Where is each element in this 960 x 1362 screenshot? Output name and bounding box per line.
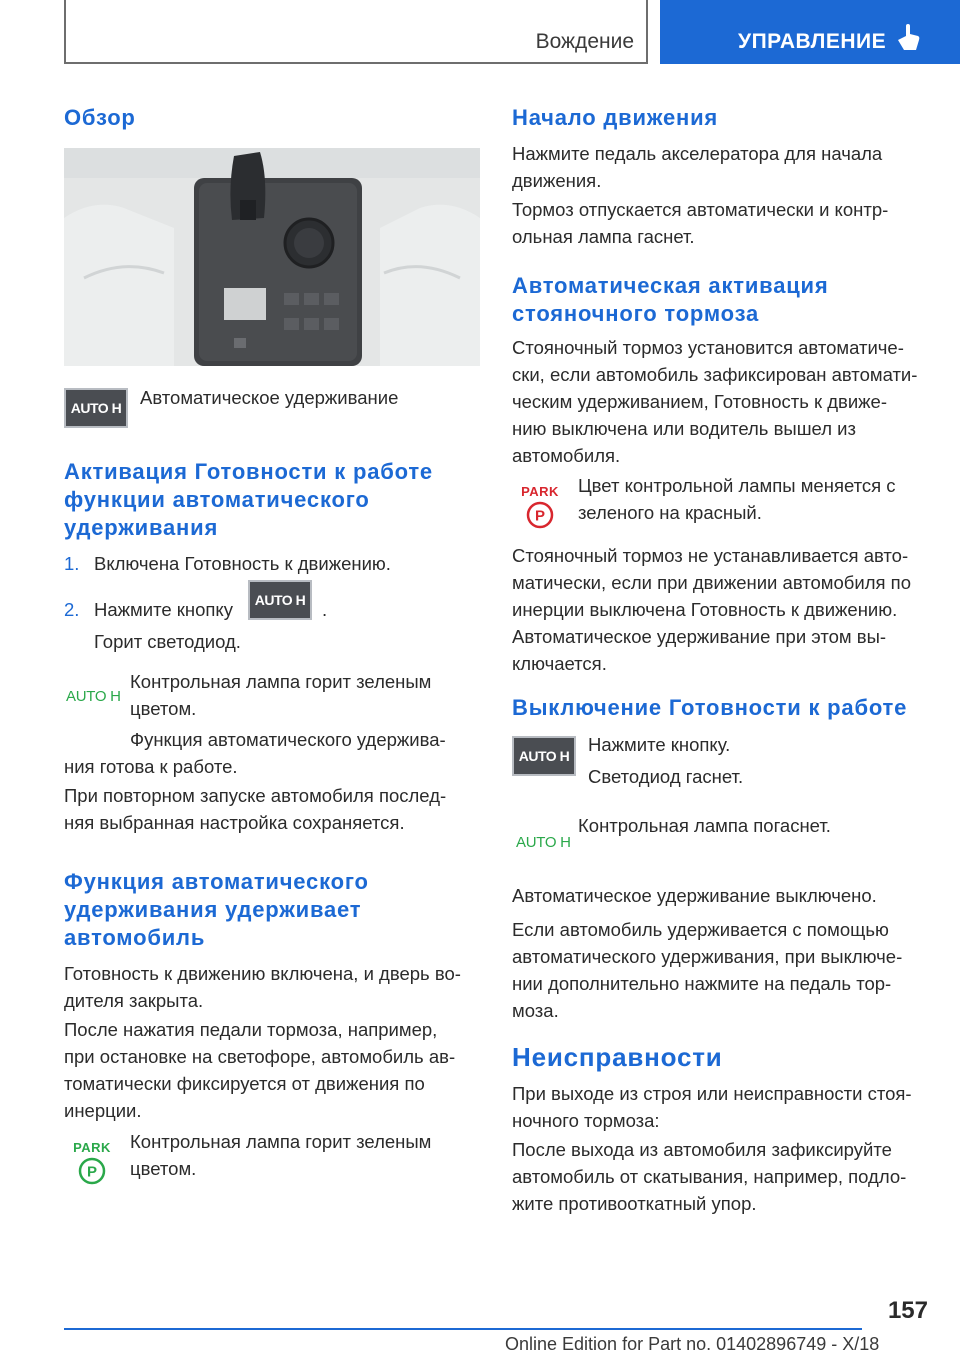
- fault-heading: Неисправности: [512, 1042, 723, 1072]
- park-red-line2: зеленого на красный.: [578, 502, 762, 523]
- auto-h-button-inline-icon: AUTO H: [248, 580, 312, 620]
- steering-hand-icon: [892, 22, 924, 54]
- start-p1-line1: Нажмите педаль акселератора для начала: [512, 143, 883, 164]
- autopark-heading-line2: стояночного тормоза: [512, 301, 760, 326]
- park-green-lamp-icon: [72, 1140, 112, 1185]
- off-lamp-text: Контрольная лампа погаснет.: [578, 815, 831, 836]
- header-chapter-label: УПРАВЛЕНИЕ: [738, 30, 887, 53]
- off-p1: Автоматическое удерживание выключено.: [512, 885, 877, 906]
- autopark-p2-line1: Стояночный тормоз не устанавливается авто-: [512, 545, 909, 566]
- led-on-text: Горит светодиод.: [94, 631, 241, 652]
- park-red-lamp-icon: [520, 484, 560, 529]
- step2-number: 2.: [64, 599, 80, 620]
- holds-heading-line3: автомобиль: [64, 925, 206, 950]
- footer-edition: Online Edition for Part no. 01402896749 - X/18: [505, 1334, 880, 1354]
- off-p2-line3: нии дополнительно нажмите на педаль тор-: [512, 973, 892, 994]
- step2-dot: .: [322, 599, 328, 620]
- park-green-p-symbol: P: [86, 1163, 98, 1181]
- off-heading: Выключение Готовности к работе: [512, 695, 908, 720]
- park-lamp-line1: Контрольная лампа горит зеленым: [130, 1131, 432, 1152]
- start-heading: Начало движения: [512, 105, 719, 130]
- overview-heading: Обзор: [64, 105, 136, 130]
- step1-text: Включена Готовность к движению.: [94, 553, 391, 574]
- ready-line1: Функция автоматического удержива-: [130, 729, 446, 750]
- fault-p2-line3: жите противооткатный упор.: [512, 1193, 757, 1214]
- park-green-ring-icon: [78, 1157, 106, 1185]
- holds-p1-line1: Готовность к движению включена, и дверь во-: [64, 963, 461, 984]
- holds-heading-line1: Функция автоматического: [64, 869, 369, 894]
- park-green-lamp-label: PARK: [73, 1140, 111, 1155]
- fault-p2-line2: автомобиль от скатывания, например, подло-: [512, 1166, 907, 1187]
- autopark-p1-line4: нию выключена или водитель вышел из: [512, 418, 856, 439]
- autopark-p1-line2: ски, если автомобиль зафиксирован автомати-: [512, 364, 918, 385]
- holds-p2-line1: После нажатия педали тормоза, например,: [64, 1019, 438, 1040]
- park-red-ring-icon: [526, 501, 554, 529]
- auto-h-button-icon: AUTO H: [64, 388, 128, 428]
- step1-number: 1.: [64, 553, 80, 574]
- activation-heading-line1: Активация Готовности к работе: [64, 459, 433, 484]
- autopark-p2-line2: матически, если при движении автомобиля по: [512, 572, 911, 593]
- autopark-p1-line1: Стояночный тормоз установится автоматиче-: [512, 337, 904, 358]
- off-press-text: Нажмите кнопку.: [588, 734, 731, 755]
- holds-p2-line3: томатически фиксируется от движения по: [64, 1073, 425, 1094]
- auto-h-green-lamp-icon: AUTO H: [66, 688, 121, 705]
- lamp-green-line1: Контрольная лампа горит зеленым: [130, 671, 432, 692]
- off-p2-line1: Если автомобиль удерживается с помощью: [512, 919, 889, 940]
- holds-p2-line2: при остановке на светофоре, автомобиль ав-: [64, 1046, 456, 1067]
- autopark-p1-line3: ческим удерживанием, Готовность к движе-: [512, 391, 887, 412]
- restart-line2: няя выбранная настройка сохраняется.: [64, 812, 405, 833]
- autopark-p2-line5: ключается.: [512, 653, 607, 674]
- header-section-label: Вождение: [535, 30, 634, 53]
- off-p2-line4: моза.: [512, 1000, 559, 1021]
- autopark-p2-line4: Автоматическое удерживание при этом вы-: [512, 626, 887, 647]
- auto-h-off-lamp-icon: AUTO H: [516, 834, 571, 851]
- header-chapter-tab: [660, 0, 960, 64]
- autopark-p2-line3: инерции выключена Готовность к движению.: [512, 599, 898, 620]
- fault-p1-line2: ночного тормоза:: [512, 1110, 660, 1131]
- off-led-text: Светодиод гаснет.: [588, 766, 744, 787]
- auto-h-button-off-icon: AUTO H: [512, 736, 576, 776]
- holds-p1-line2: дителя закрыта.: [64, 990, 204, 1011]
- autopark-heading-line1: Автоматическая активация: [512, 273, 829, 298]
- holds-heading-line2: удерживания удерживает: [64, 897, 362, 922]
- park-lamp-line2: цветом.: [130, 1158, 197, 1179]
- start-p1-line2: движения.: [512, 170, 602, 191]
- fault-p2-line1: После выхода из автомобиля зафиксируйте: [512, 1139, 892, 1160]
- auto-h-caption: Автоматическое удерживание: [140, 387, 399, 408]
- footer-rule: [64, 1328, 862, 1330]
- restart-line1: При повторном запуске автомобиля послед-: [64, 785, 447, 806]
- fault-p1-line1: При выходе из строя или неисправности стоя-: [512, 1083, 912, 1104]
- park-red-lamp-label: PARK: [521, 484, 559, 499]
- ready-line2: ния готова к работе.: [64, 756, 238, 777]
- start-p2-line1: Тормоз отпускается автоматически и контр-: [512, 199, 889, 220]
- park-red-p-symbol: P: [534, 507, 546, 525]
- off-p2-line2: автоматического удерживания, при выключе-: [512, 946, 903, 967]
- header-section-box: [64, 0, 648, 64]
- lamp-green-line2: цветом.: [130, 698, 197, 719]
- park-red-line1: Цвет контрольной лампы меняется с: [578, 475, 896, 496]
- activation-heading-line2: функции автоматического: [64, 487, 370, 512]
- center-console-photo: [64, 148, 480, 366]
- page-number: 157: [887, 1297, 928, 1324]
- activation-heading-line3: удерживания: [64, 515, 219, 540]
- start-p2-line2: ольная лампа гаснет.: [512, 226, 695, 247]
- autopark-p1-line5: автомобиля.: [512, 445, 621, 466]
- holds-p2-line4: инерции.: [64, 1100, 142, 1121]
- step2-text: Нажмите кнопку: [94, 599, 233, 620]
